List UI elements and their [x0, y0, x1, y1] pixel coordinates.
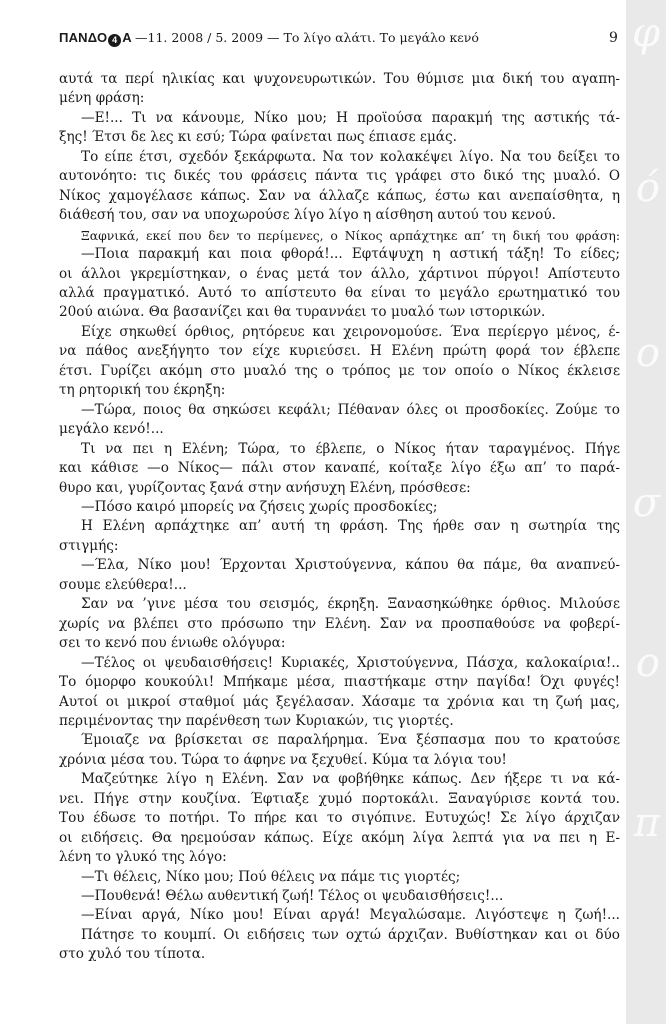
text-line: αλλά πραγματικό. Αυτό το απίστευτο θα είναι το μεγάλο ερωτηματικό του: [59, 284, 620, 301]
text-line: ξης! Έτσι δε λες κι εσύ; Τώρα φαίνεται πως έπιασε εμάς.: [59, 129, 457, 146]
text-line: —Τι θέλεις, Νίκο μου; Πού θέλεις να πάμε τις γιορτές;: [81, 868, 461, 885]
text-line: —Πόσο καιρό μπορείς να ζήσεις χωρίς προσδοκίες;: [81, 498, 438, 515]
text-line: Το όμορφο κουκούλι! Μπήκαμε μέσα, πιαστήκαμε στην παγίδα! Όχι φυγές!: [59, 674, 620, 691]
text-line: τη ρητορική του έκρηξη:: [59, 382, 226, 399]
text-line: Τι να πει η Ελένη; Τώρα, το έβλεπε, ο Νίκος ήταν ταραγμένος. Πήγε: [81, 440, 620, 457]
text-line: περιμένοντας την παρένθεση των Κυριακών, τις γιορτές.: [59, 712, 454, 729]
text-line: οι άλλοι γκρεμίστηκαν, ο ένας μετά τον άλλο, χάρτινοι πύργοι! Απίστευτο: [59, 265, 620, 282]
text-line: Του έδωσε το ποτήρι. Το πήρε και το σιγόπινε. Ευτυχώς! Σε λίγο άρχιζαν: [59, 810, 620, 827]
text-line: —Έλα, Νίκο μου! Έρχονται Χριστούγεννα, κάπου θα πάμε, θα αναπνεύ-: [81, 557, 620, 574]
page-edge-strip: [626, 0, 666, 1024]
text-line: στο χυλό του τίποτα.: [59, 946, 206, 963]
text-line: σει το κενό που ένιωθε ολόγυρα:: [59, 635, 286, 652]
text-line: σουμε ελεύθερα!...: [59, 576, 187, 593]
text-line: οι ειδήσεις. Θα ηρεμούσαν κάπως. Είχε ακόμη λίγα λεπτά για να πει η Ε-: [59, 829, 620, 846]
text-line: —Ποια παρακμή και ποια φθορά!... Εφτάψυχη η αστική τάξη! Το είδες;: [81, 246, 620, 263]
text-line: νει. Πήγε στην κουζίνα. Έφτιαξε χυμό πορτοκάλι. Ξαναγύρισε κοντά του.: [59, 790, 620, 807]
side-watermark-glyph: σ: [632, 480, 660, 526]
running-header: [59, 30, 619, 52]
text-line: έτσι. Γυρίζει ακόμη στο μυαλό της ο τρόπος με τον οποίο ο Νίκος έκλεισε: [59, 362, 620, 379]
text-line: στιγμής:: [59, 537, 119, 554]
text-line: —Τέλος οι ψευδαισθήσεις! Κυριακές, Χριστούγεννα, Πάσχα, καλοκαίρια!..: [81, 654, 620, 671]
text-line: Η Ελένη αρπάχτηκε απ’ αυτή τη φράση. Της ήρθε σαν η σωτηρία της: [81, 518, 620, 535]
text-line: Πάτησε το κουμπί. Οι ειδήσεις των οχτώ άρχιζαν. Βυθίστηκαν και οι δύο: [81, 926, 620, 943]
text-line: λένη το γλυκό της λόγο:: [59, 849, 227, 866]
text-line: μένη φράση:: [59, 90, 145, 107]
page-number: 9: [609, 30, 618, 46]
text-line: χρόνια μέσα του. Τώρα το άφηνε να ξεχυθεί. Κύμα τα λόγια του!: [59, 751, 507, 768]
text-line: αυτά τα περί ηλικίας και ψυχονευρωτικών. Του θύμισε μια δική του αγαπη-: [59, 71, 620, 87]
side-watermark-glyph: ό: [635, 165, 660, 211]
text-line: να πάθος ανεξήγητο τον είχε κυριεύσει. Η Ελένη πρώτη φορά τον έβλεπε: [59, 343, 620, 360]
text-line: και κάθισε —ο Νίκος— πάλι στον καναπέ, κοίταξε λίγο έξω απ’ το παρά-: [59, 460, 620, 477]
logo-text: ΠΑΝΔΟ: [59, 30, 108, 45]
magazine-logo: [59, 30, 132, 47]
text-line: Ξαφνικά, εκεί που δεν το περίμενες, ο Νίκος αρπάχτηκε απ’ τη δική του φράση:: [81, 227, 620, 243]
text-line: —Ε!... Τι να κάνουμε, Νίκο μου; Η προϊούσα παρακμή της αστικής τά-: [81, 109, 620, 126]
side-watermark-glyph: φ: [631, 10, 660, 56]
text-line: αυτονόητο: τις δικές του φράσεις πάντα τις γράφει στο δικό της μυαλό. Ο: [59, 168, 620, 185]
text-line: —Τώρα, ποιος θα σηκώσει κεφάλι; Πέθαναν όλες οι προσδοκίες. Ζούμε το: [81, 401, 620, 418]
article-body: [59, 70, 620, 965]
text-line: μεγάλο κενό!...: [59, 421, 164, 438]
side-watermark-glyph: π: [633, 800, 660, 846]
issue-line: —11. 2008 / 5. 2009 — Το λίγο αλάτι. Το μεγάλο κενό: [135, 30, 479, 45]
text-line: Μαζεύτηκε λίγο η Ελένη. Σαν να φοβήθηκε κάπως. Δεν ήξερε τι να κά-: [81, 771, 620, 788]
text-line: —Είναι αργά, Νίκο μου! Είναι αργά! Μεγαλώσαμε. Λιγόστεψε η ζωή!...: [81, 907, 620, 924]
text-line: διάθεσή του, σαν να υποχωρούσε λίγο λίγο η αίσθηση αυτού του κενού.: [59, 207, 556, 224]
text-line: Το είπε έτσι, σχεδόν ξεκάρφωτα. Να τον κολακέψει λίγο. Να του δείξει το: [81, 148, 620, 165]
text-line: Σαν να ’γινε μέσα του σεισμός, έκρηξη. Ξανασηκώθηκε όρθιος. Μιλούσε: [81, 596, 620, 613]
text-line: Νίκος χαμογέλασε κάπως. Σαν να άλλαζε κάπως, έστω και ανεπαίσθητα, η: [59, 187, 620, 204]
text-line: Αυτοί οι μικροί σταθμοί μάς ξεγέλασαν. Χάσαμε τα χρόνια και τη ζωή μας,: [59, 693, 620, 710]
text-line: Έμοιαζε να βρίσκεται σε παραλήρημα. Ένα ξέσπασμα που το κρατούσε: [81, 732, 620, 749]
text-line: Είχε σηκωθεί όρθιος, ρητόρευε και χειρονομούσε. Ένα περίεργο μένος, έ-: [81, 323, 620, 340]
text-line: 20ού αιώνα. Θα βασανίζει και θα τυραννάει το μυαλό των ιστορικών.: [59, 304, 546, 321]
side-watermark-glyph: ο: [635, 640, 660, 686]
logo-text-end: Α: [122, 30, 132, 45]
side-watermark-glyph: ο: [635, 330, 660, 376]
text-line: θυρο και, γυρίζοντας ξανά στην ανήσυχη Ελένη, πρόσθεσε:: [59, 479, 471, 496]
logo-mark-icon: 4: [108, 34, 121, 47]
text-line: χωρίς να βλέπει στο πρόσωπο την Ελένη. Σαν να προσπαθούσε να φοβερί-: [59, 615, 620, 632]
text-line: —Πουθενά! Θέλω αυθεντική ζωή! Τέλος οι ψευδαισθήσεις!...: [81, 888, 504, 905]
